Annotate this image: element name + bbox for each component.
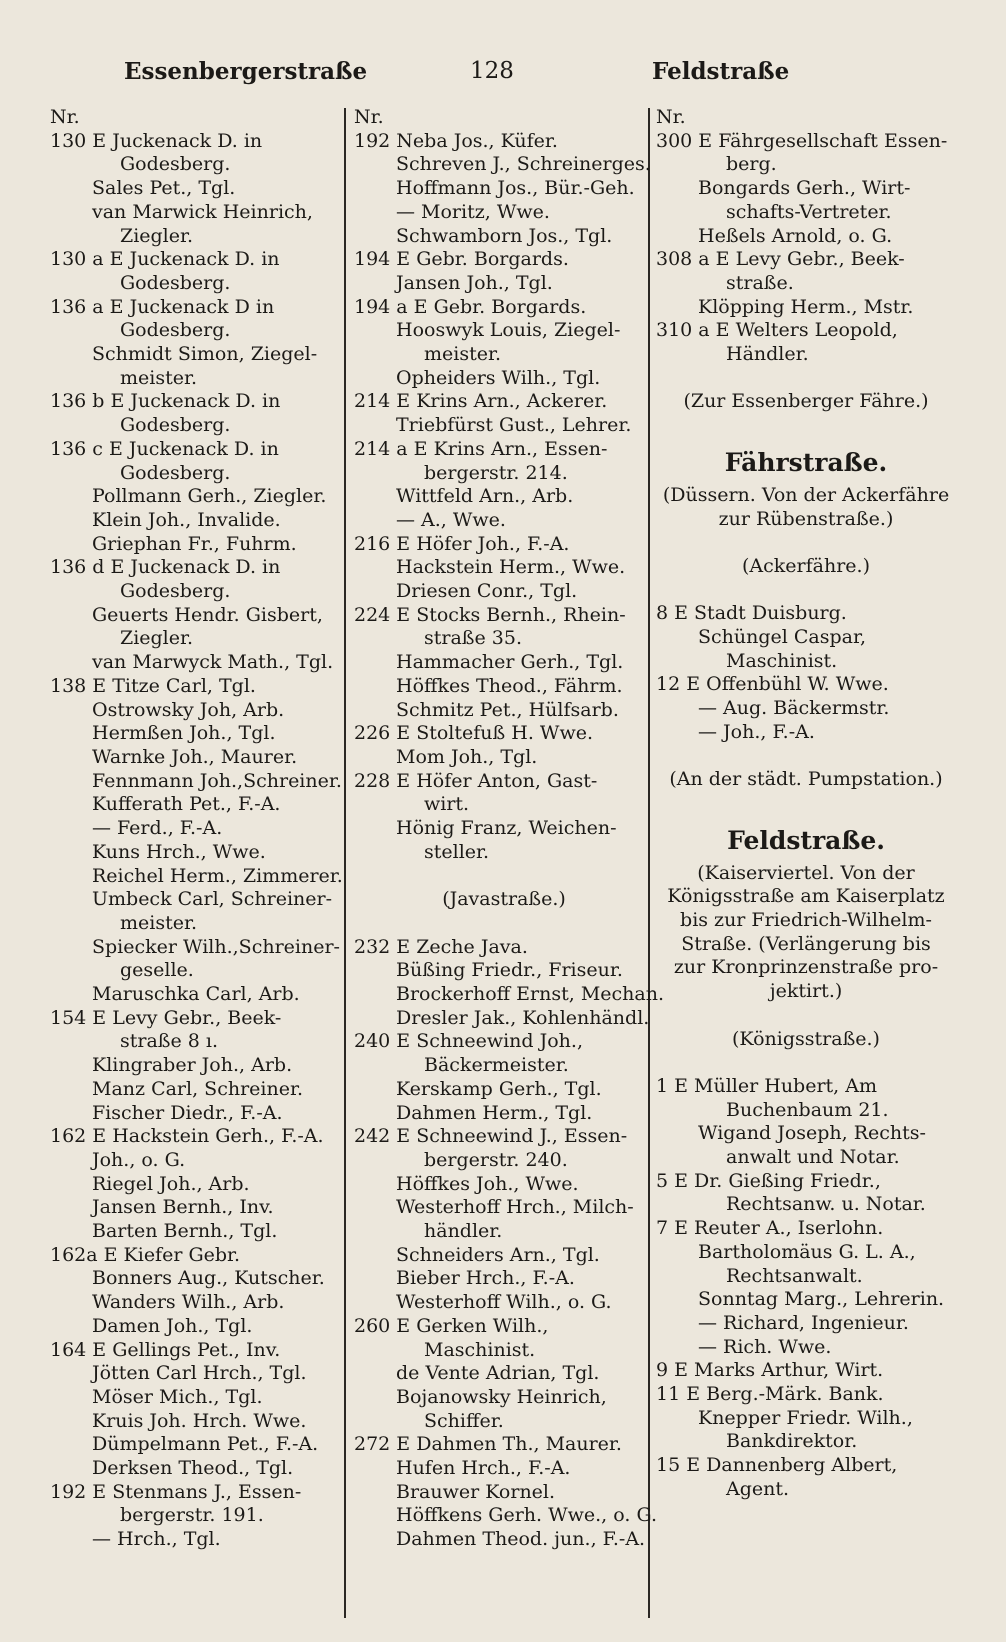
directory-line: Reichel Herm., Zimmerer. [92,864,343,887]
spacer [656,745,956,769]
directory-line: Godesberg. [120,414,231,437]
section-heading: (Kaiserviertel. Von der [697,861,915,884]
directory-line: Heßels Arnold, o. G. [698,224,893,247]
directory-line: Kuns Hrch., Wwe. [92,840,266,863]
directory-line: Maschinist. [726,649,838,672]
directory-line: bergerstr. 240. [424,1148,568,1171]
directory-line: Umbeck Carl, Schreiner- [92,888,333,911]
directory-line: Godesberg. [120,580,231,603]
directory-line: Dresler Jak., Kohlenhändl. [396,1006,650,1029]
directory-line: bergerstr. 214. [424,461,568,484]
directory-line: 300 E Fährgesellschaft Essen- [656,129,948,152]
directory-line: 164 E Gellings Pet., Inv. [50,1338,281,1361]
directory-line: Derksen Theod., Tgl. [92,1457,294,1480]
directory-line: Warnke Joh., Maurer. [92,745,298,768]
directory-line: Hönig Franz, Weichen- [396,817,617,840]
directory-line: Godesberg. [120,271,231,294]
directory-line: Wigand Joseph, Rechts- [698,1122,926,1145]
directory-line: Hufen Hrch., F.-A. [396,1457,571,1480]
directory-line: 8 E Stadt Duisburg. [656,602,847,625]
directory-line: 310 a E Welters Leopold, [656,319,898,342]
directory-line: Bäckermeister. [424,1054,569,1077]
directory-line: 192 E Stenmans J., Essen- [50,1480,302,1503]
directory-line: 260 E Gerken Wilh., [354,1314,549,1337]
directory-line: Schmitz Pet., Hülfsarb. [396,698,619,721]
section-heading: Straße. (Verlängerung bis [681,932,931,955]
directory-line: Schmidt Simon, Ziegel- [92,343,318,366]
directory-line: Sales Pet., Tgl. [92,177,236,200]
directory-line: 154 E Levy Gebr., Beek- [50,1006,282,1029]
directory-line: 130 E Juckenack D. in [50,129,263,152]
directory-line: Jötten Carl Hrch., Tgl. [92,1362,307,1385]
directory-line: 192 Neba Jos., Küfer. [354,129,558,152]
directory-line: Godesberg. [120,319,231,342]
directory-line: Klein Joh., Invalide. [92,508,281,531]
directory-line: 308 a E Levy Gebr., Beek- [656,248,905,271]
directory-line: Händler. [726,343,809,366]
directory-line: Hoffmann Jos., Bür.-Geh. [396,177,635,200]
directory-line: 162 E Hackstein Gerh., F.-A. [50,1125,324,1148]
directory-line: — Moritz, Wwe. [396,200,550,223]
directory-line: 226 E Stoltefuß H. Wwe. [354,722,593,745]
section-heading: zur Kronprinzenstraße pro- [673,956,939,979]
directory-line: Triebfürst Gust., Lehrer. [396,414,632,437]
directory-line: 216 E Höfer Joh., F.-A. [354,532,570,555]
directory-line: Damen Joh., Tgl. [92,1314,253,1337]
directory-line: Godesberg. [120,153,231,176]
directory-line: Fennmann Joh.,Schreiner. [92,769,342,792]
directory-line: Hooswyk Louis, Ziegel- [396,319,621,342]
directory-line: Spiecker Wilh.,Schreiner- [92,935,340,958]
directory-line: Buchenbaum 21. [726,1098,889,1121]
directory-line: 130 a E Juckenack D. in [50,248,280,271]
directory-line: anwalt und Notar. [726,1146,900,1168]
directory-line: 136 a E Juckenack D in [50,295,275,318]
section-heading: Königsstraße am Kaiserplatz [667,885,945,908]
directory-line: Pollmann Gerh., Ziegler. [92,485,327,508]
directory-line: 15 E Dannenberg Albert, [656,1454,898,1477]
directory-line: Hackstein Herm., Wwe. [396,556,626,579]
section-heading: bis zur Friedrich-Wilhelm- [680,909,932,931]
directory-line: Wittfeld Arn., Arb. [396,485,574,508]
directory-line: 224 E Stocks Bernh., Rhein- [354,603,626,626]
directory-line: Schneiders Arn., Tgl. [396,1243,600,1266]
directory-line: Bankdirektor. [726,1430,858,1453]
directory-line: Jansen Joh., Tgl. [396,271,553,294]
directory-line: 194 E Gebr. Borgards. [354,248,569,271]
directory-line: Klöpping Herm., Mstr. [698,295,914,318]
spacer [656,414,956,438]
directory-line: straße 8 ı. [120,1030,219,1053]
directory-line: Höffkens Gerh. Wwe., o. G. [396,1504,657,1527]
directory-line: 11 E Berg.-Märk. Bank. [656,1383,884,1406]
directory-line: berg. [726,153,777,176]
directory-line: Bongards Gerh., Wirt- [698,177,911,200]
directory-line: 272 E Dahmen Th., Maurer. [354,1433,622,1456]
header-left-street: Essenbergerstraße [124,58,368,85]
directory-line: 12 E Offenbühl W. Wwe. [656,673,889,696]
column-3 [656,106,956,1502]
directory-line: 136 d E Juckenack D. in [50,556,281,579]
column-2 [354,106,665,1552]
directory-line: Schwamborn Jos., Tgl. [396,224,613,247]
directory-line: 9 E Marks Arthur, Wirt. [656,1359,884,1382]
directory-line: Agent. [726,1477,790,1500]
directory-line: Nr. [354,106,384,128]
directory-line: schafts-Vertreter. [726,200,892,223]
directory-line: Sonntag Marg., Lehrerin. [698,1288,945,1311]
directory-line: bergerstr. 191. [120,1504,264,1527]
directory-line: Rechtsanwalt. [726,1264,863,1287]
section-heading: (Zur Essenberger Fähre.) [683,390,929,413]
section-heading: (An der städt. Pumpstation.) [669,768,943,791]
directory-line: 1 E Müller Hubert, Am [656,1074,877,1097]
column-1 [50,106,350,1552]
directory-line: Höffkes Theod., Fährm. [396,674,623,697]
directory-line: Dümpelmann Pet., F.-A. [92,1433,319,1456]
spacer [354,912,654,936]
spacer [656,579,956,603]
directory-line: Rechtsanw. u. Notar. [726,1193,926,1216]
directory-line: Maschinist. [424,1338,536,1361]
directory-line: Joh., o. G. [92,1148,186,1171]
directory-line: Bartholomäus G. L. A., [698,1240,916,1263]
section-heading: (Ackerfähre.) [742,554,870,577]
directory-line: Maruschka Carl, Arb. [92,983,300,1006]
spacer [656,531,956,555]
directory-line: Griephan Fr., Fuhrm. [92,532,297,555]
directory-line: Nr. [50,106,80,128]
section-heading: zur Rübenstraße.) [718,507,894,530]
directory-line: — Richard, Ingenieur. [698,1311,909,1334]
directory-line: Knepper Friedr. Wilh., [698,1406,913,1429]
directory-line: — A., Wwe. [396,508,506,531]
directory-line: Jansen Bernh., Inv. [92,1196,274,1219]
section-heading: (Javastraße.) [442,888,566,911]
directory-line: Westerhoff Wilh., o. G. [396,1291,612,1314]
directory-line: — Aug. Bäckermstr. [698,697,890,720]
directory-line: Brauwer Kornel. [396,1480,556,1503]
directory-line: van Marwick Heinrich, [92,200,313,223]
directory-line: Driesen Conr., Tgl. [396,580,578,603]
page-number: 128 [470,58,514,84]
header-right-street: Feldstraße [652,58,790,85]
section-heading: (Düssern. Von der Ackerfähre [662,483,950,506]
directory-line: geselle. [120,959,194,982]
spacer [656,367,956,391]
section-heading: jektirt.) [769,980,843,1003]
directory-line: de Vente Adrian, Tgl. [396,1362,600,1385]
directory-line: meister. [120,366,198,389]
directory-line: Büßing Friedr., Friseur. [396,959,623,982]
spacer [656,1004,956,1028]
directory-line: straße 35. [424,627,522,650]
directory-line: 162a E Kiefer Gebr. [50,1243,241,1266]
directory-line: Klingraber Joh., Arb. [92,1054,293,1077]
spacer [354,865,654,889]
directory-line: 214 a E Krins Arn., Essen- [354,437,608,460]
directory-line: Ostrowsky Joh, Arb. [92,698,285,721]
directory-line: meister. [424,343,502,366]
directory-line: 194 a E Gebr. Borgards. [354,295,587,318]
directory-line: Westerhoff Hrch., Milch- [396,1196,634,1219]
directory-line: steller. [424,840,490,863]
directory-line: Dahmen Herm., Tgl. [396,1101,593,1124]
directory-line: Höffkes Joh., Wwe. [396,1172,579,1195]
directory-line: Godesberg. [120,461,231,484]
directory-line: straße. [726,271,794,294]
directory-line: Bojanowsky Heinrich, [396,1385,607,1408]
directory-line: Ziegler. [120,627,194,650]
directory-line: Schüngel Caspar, [698,626,867,648]
directory-line: Möser Mich., Tgl. [92,1385,263,1408]
directory-line: Mom Joh., Tgl. [396,745,538,768]
directory-line: 242 E Schneewind J., Essen- [354,1125,628,1148]
directory-line: Kerskamp Gerh., Tgl. [396,1077,602,1100]
directory-line: Schreven J., Schreinerges. [396,153,651,176]
directory-line: 232 E Zeche Java. [354,935,528,958]
section-heading: Fährstraße. [724,447,888,477]
directory-line: Fischer Diedr., F.-A. [92,1101,283,1124]
spacer [656,1051,956,1075]
directory-line: 136 b E Juckenack D. in [50,390,281,413]
section-heading: Feldstraße. [727,825,885,855]
directory-line: — Hrch., Tgl. [92,1528,221,1551]
directory-line: 214 E Krins Arn., Ackerer. [354,390,608,413]
directory-line: 5 E Dr. Gießing Friedr., [656,1169,881,1192]
directory-line: 136 c E Juckenack D. in [50,437,279,460]
directory-line: — Joh., F.-A. [698,720,815,743]
directory-line: Hermßen Joh., Tgl. [92,722,276,745]
directory-line: Dahmen Theod. jun., F.-A. [396,1528,646,1551]
directory-line: Wanders Wilh., Arb. [92,1291,285,1314]
directory-line: Hammacher Gerh., Tgl. [396,651,624,674]
directory-line: händler. [424,1220,503,1243]
directory-line: Kufferath Pet., F.-A. [92,793,281,816]
directory-line: 7 E Reuter A., Iserlohn. [656,1217,884,1240]
directory-line: 228 E Höfer Anton, Gast- [354,769,598,792]
directory-line: — Rich. Wwe. [698,1335,832,1358]
section-heading: (Königsstraße.) [732,1027,880,1050]
directory-line: 240 E Schneewind Joh., [354,1030,583,1053]
directory-line: wirt. [424,793,470,816]
directory-line: Opheiders Wilh., Tgl. [396,366,601,389]
directory-line: Bieber Hrch., F.-A. [396,1267,575,1290]
directory-line: Barten Bernh., Tgl. [92,1220,278,1243]
directory-line: Brockerhoff Ernst, Mechan. [396,982,665,1005]
directory-line: — Ferd., F.-A. [92,817,223,840]
directory-line: Manz Carl, Schreiner. [92,1077,303,1100]
directory-line: meister. [120,911,198,934]
spacer [656,792,956,816]
directory-line: Schiffer. [424,1409,504,1432]
directory-line: Riegel Joh., Arb. [92,1172,250,1195]
directory-line: Bonners Aug., Kutscher. [92,1267,325,1290]
directory-line: Kruis Joh. Hrch. Wwe. [92,1409,307,1432]
directory-line: van Marwyck Math., Tgl. [92,651,334,674]
directory-line: Geuerts Hendr. Gisbert, [92,603,323,626]
directory-line: Nr. [656,106,686,128]
directory-line: 138 E Titze Carl, Tgl. [50,674,256,697]
directory-line: Ziegler. [120,224,194,247]
